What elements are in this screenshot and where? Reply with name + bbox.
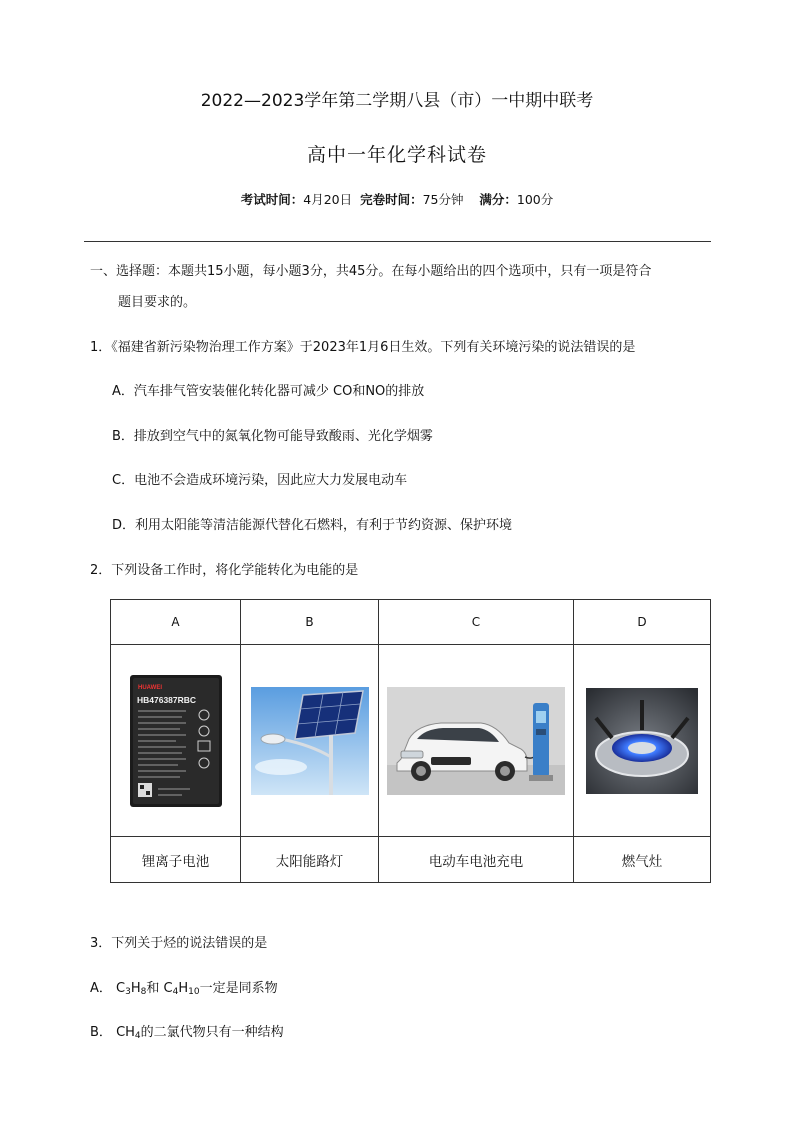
formula-c: C	[116, 981, 126, 996]
caption-cell-b: 太阳能路灯	[241, 837, 379, 883]
formula-sub: 8	[140, 987, 147, 997]
score-value: 100分	[516, 192, 554, 207]
q3-option-b-rest: 的二氯代物只有一种结构	[140, 1025, 284, 1040]
caption-cell-c: 电动车电池充电	[379, 837, 574, 883]
battery-brand: HUAWEI	[137, 684, 162, 691]
exam-time-label: 考试时间：	[240, 192, 304, 207]
section-instruction-line2: 题目要求的。	[118, 295, 197, 310]
caption-cell-a: 锂离子电池	[111, 837, 241, 883]
q1-option-c: C．电池不会造成环境污染，因此应大力发展电动车	[112, 473, 408, 488]
formula-sub: 10	[188, 987, 200, 997]
header-cell-a: A	[111, 600, 241, 645]
q3-option-b	[90, 1023, 284, 1046]
gas-stove-image	[586, 688, 698, 794]
image-cell-c	[379, 645, 574, 837]
q1-option-d: D．利用太阳能等清洁能源代替化石燃料，有利于节约资源、保护环境	[112, 518, 513, 533]
image-cell-a	[111, 645, 241, 837]
q1-stem: 1．《福建省新污染物治理工作方案》于2023年1月6日生效。下列有关环境污染的说法错误的是	[90, 340, 636, 355]
header-divider	[84, 241, 711, 242]
formula-sub: 4	[172, 987, 179, 997]
duration-label: 完卷时间：	[360, 192, 423, 207]
exam-subtitle: 高中一年化学科试卷	[306, 144, 487, 166]
header-cell-b: B	[241, 600, 379, 645]
q1-option-a: A．汽车排气管安装催化转化器可减少 CO和NO的排放	[112, 384, 425, 399]
formula-c: C	[163, 981, 173, 996]
electric-car-charging-image	[387, 687, 565, 795]
exam-time-value: 4月20日	[303, 192, 353, 207]
formula-h: H	[130, 981, 141, 996]
image-cell-d	[574, 645, 711, 837]
q3-option-a-rest: 一定是同系物	[199, 981, 278, 996]
duration-value: 75分钟	[422, 192, 464, 207]
exam-title: 2022—2023学年第二学期八县（市）一中期中联考	[200, 91, 594, 111]
formula-sub: 4	[134, 1031, 141, 1041]
battery-model: HB476387RBC	[136, 694, 196, 705]
q3-option-a-prefix: A．	[90, 981, 112, 996]
section-instruction-line1: 一、选择题：本题共15小题，每小题3分，共45分。在每小题给出的四个选项中，只有一项是符合	[90, 264, 652, 279]
q2-device-table	[110, 599, 711, 883]
formula-sub: 3	[125, 987, 131, 997]
q3-option-b-prefix: B．	[90, 1025, 112, 1040]
q1-option-b: B．排放到空气中的氮氧化物可能导致酸雨、光化学烟雾	[112, 429, 433, 444]
q3-stem: 3．下列关于烃的说法错误的是	[90, 936, 268, 951]
q3-option-a	[90, 979, 278, 1002]
q2-stem: 2．下列设备工作时，将化学能转化为电能的是	[90, 563, 359, 578]
formula-ch: CH	[116, 1025, 135, 1040]
exam-meta	[0, 190, 794, 208]
caption-cell-d: 燃气灶	[574, 837, 711, 883]
score-label: 满分：	[479, 192, 517, 207]
formula-h: H	[178, 981, 189, 996]
header-cell-d: D	[574, 600, 711, 645]
and-word: 和	[146, 981, 160, 996]
lithium-battery-image	[130, 675, 222, 807]
image-cell-b	[241, 645, 379, 837]
header-cell-c: C	[379, 600, 574, 645]
solar-streetlight-image	[251, 687, 369, 795]
